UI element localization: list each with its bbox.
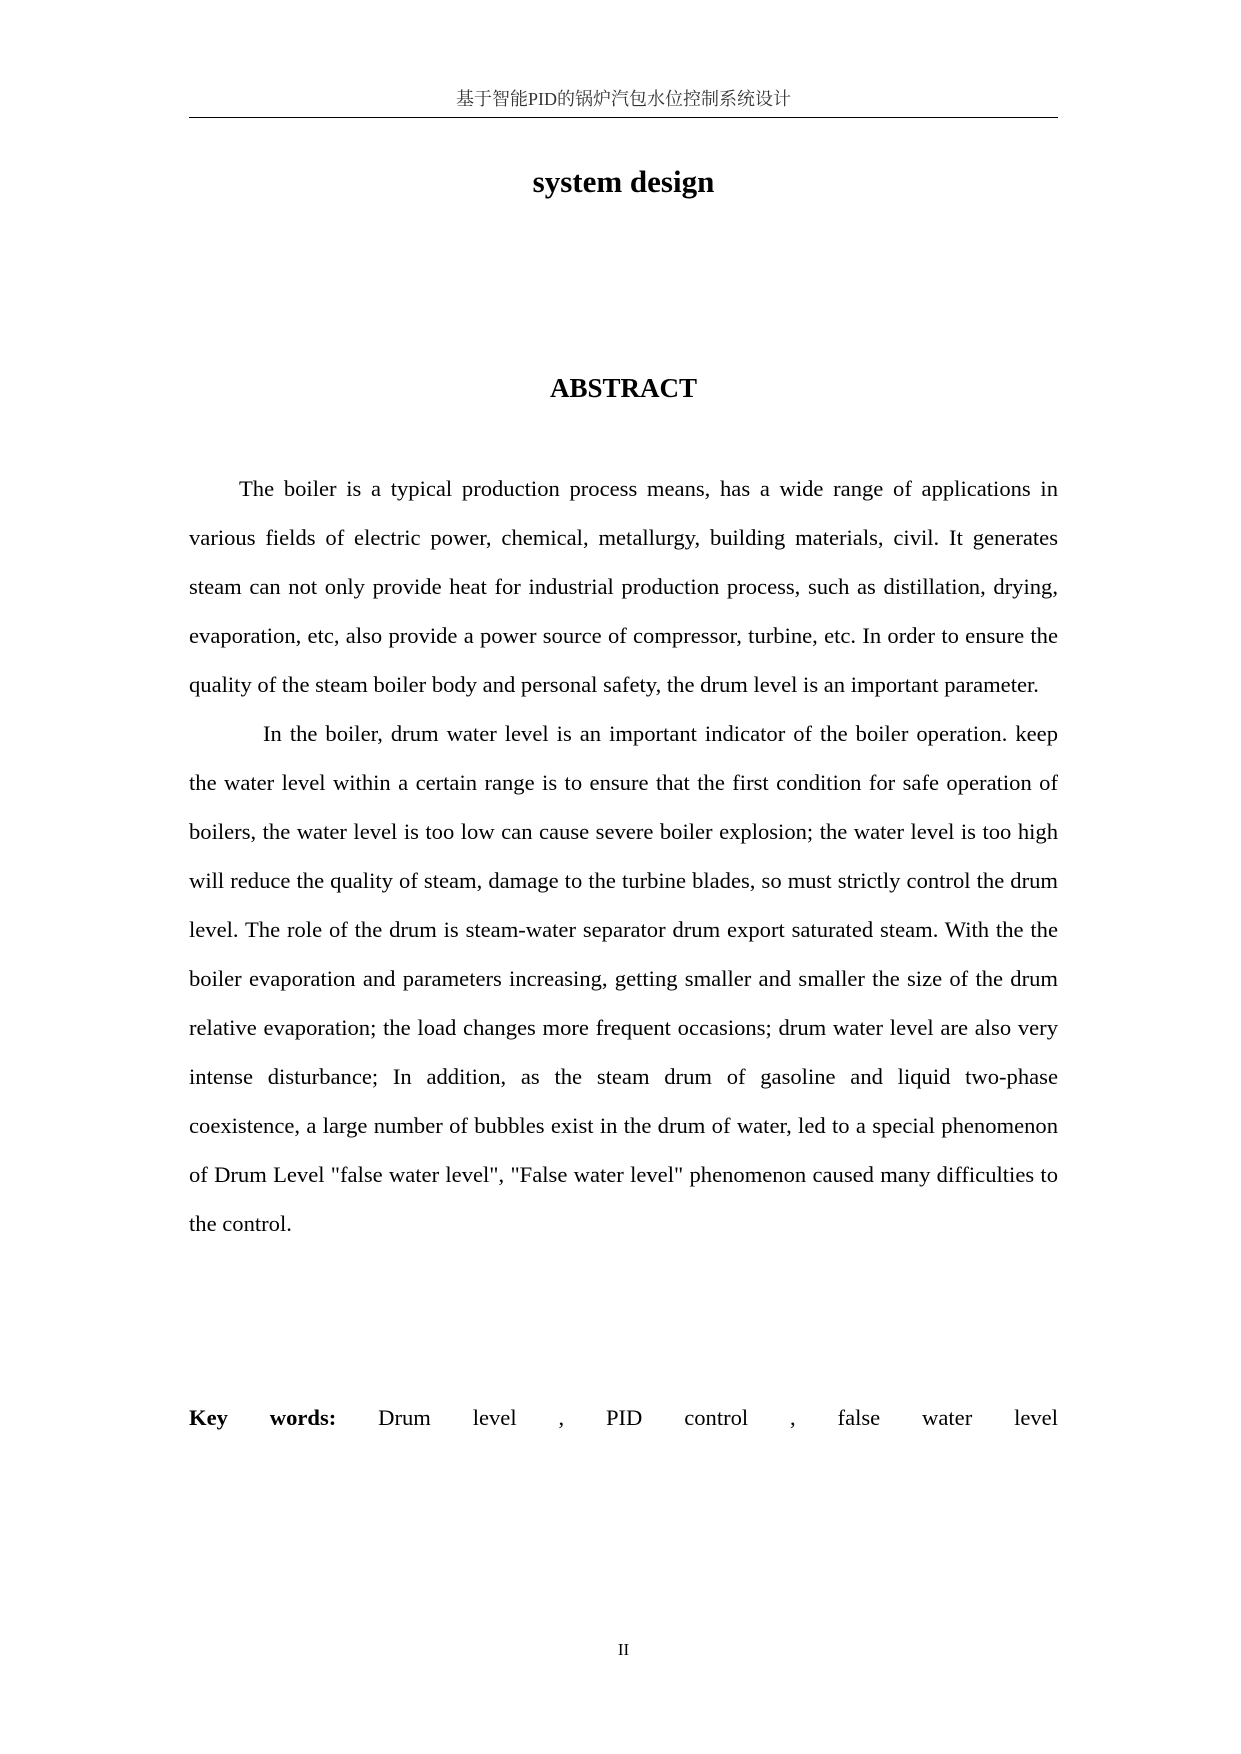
keyword-separator: , — [558, 1405, 565, 1430]
keyword-token: level — [1014, 1405, 1058, 1430]
keywords-label-word: Key — [189, 1405, 228, 1430]
abstract-heading: ABSTRACT — [549, 373, 698, 403]
keyword-token: control — [684, 1405, 749, 1430]
abstract-body — [189, 464, 1058, 1248]
keyword-token: Drum — [378, 1405, 431, 1430]
page-number: II — [617, 1640, 630, 1659]
header-rule — [189, 117, 1058, 118]
english-title-continuation: system design — [532, 164, 715, 199]
keyword-token: false — [837, 1405, 881, 1430]
keyword-token: PID — [605, 1405, 643, 1430]
keywords-line — [189, 1398, 1058, 1438]
keyword-token: water — [922, 1405, 973, 1430]
abstract-paragraph: The boiler is a typical production process means, has a wide range of applications in various fields of electric power, chemical, metallurgy, building materials, civil. It generates steam can not only provide heat for industrial production process, such as distillation, drying, evaporation, etc, also provide a power source of compressor, turbine, etc. In order to ensure the quality of the steam boiler body and personal safety, the drum level is an important parameter. — [189, 476, 1058, 697]
running-header: 基于智能PID的锅炉汽包水位控制系统设计 — [455, 89, 791, 109]
keyword-token: level — [472, 1405, 517, 1430]
keyword-separator: , — [790, 1405, 796, 1430]
abstract-paragraph: In the boiler, drum water level is an important indicator of the boiler operation. keep the water level within a certain range is to ensure that the first condition for safe operation of boilers, the water level is too low can cause severe boiler explosion; the water level is too high will reduce the quality of steam, damage to the turbine blades, so must strictly control the drum level. The role of the drum is steam-water separator drum export saturated steam. With the the boiler evaporation and parameters increasing, getting smaller and smaller the size of the drum relative evaporation; the load changes more frequent occasions; drum water level are also very intense disturbance; In addition, as the steam drum of gasoline and liquid two-phase coexistence, a large number of bubbles exist in the drum of water, led to a special phenomenon of Drum Level "false water level", "False water level" phenomenon caused many difficulties to the control. — [189, 721, 1058, 1236]
keywords-label-word: words: — [269, 1405, 337, 1430]
